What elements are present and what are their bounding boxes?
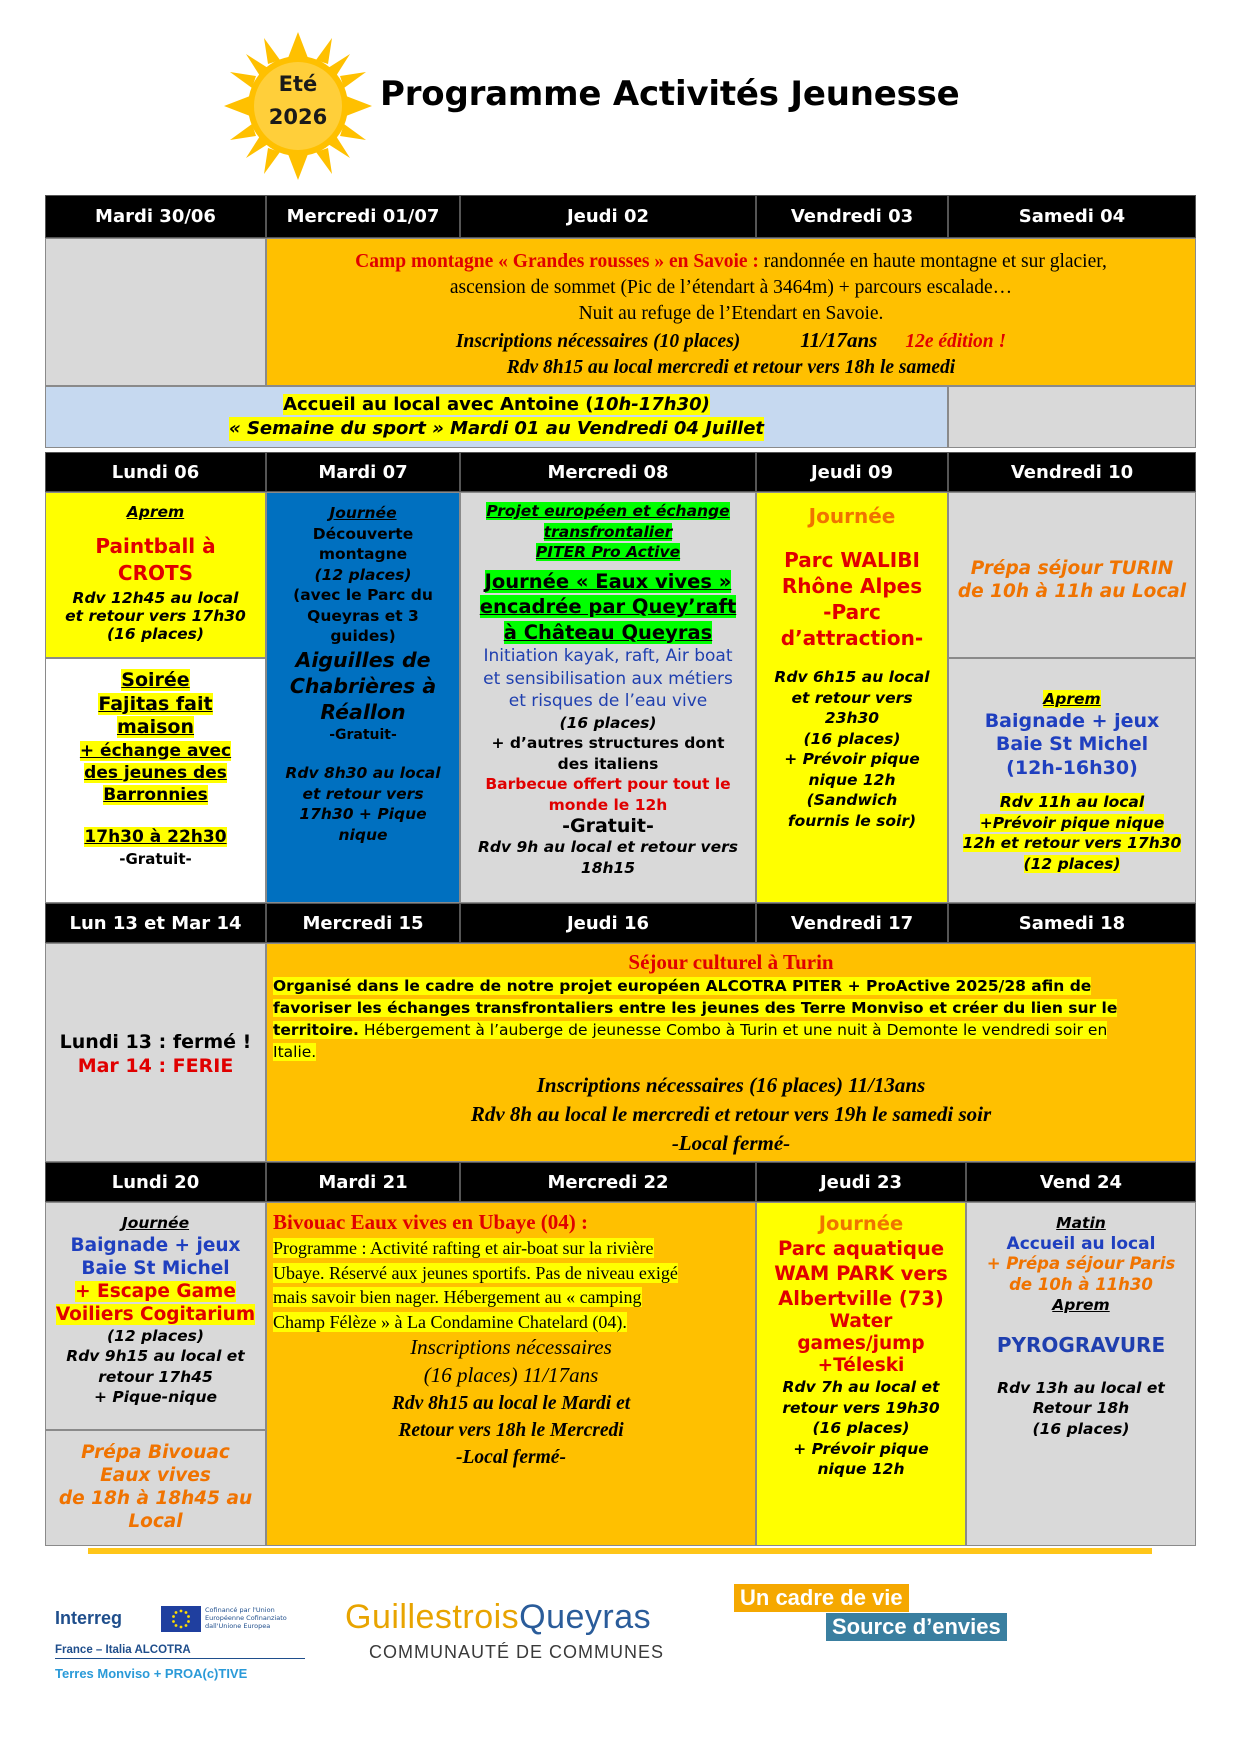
slogan-logo: Un cadre de vie Source d’envies xyxy=(734,1584,1044,1646)
wam-park-activity: Journée Parc aquatique WAM PARK vers Albertville (73) Water games/jump +Téleski Rdv 7h au local et retour vers 19h30 (16 places) + Prévoir pique nique 12h xyxy=(756,1202,966,1546)
day-header: Jeudi 09 xyxy=(756,452,948,492)
bivouac-ubaye-block: Bivouac Eaux vives en Ubaye (04) : Programme : Activité rafting et air-boat sur la rivière Ubaye. Réservé aux jeunes sportifs. Pas de niveau exigé mais savoir bien nager. Hébergement au « camping Champ Félèze » à La Condamine Chatelard (04). Inscriptions nécessaires (16 places) 11/17ans Rdv 8h15 au local le Mardi et Retour vers 18h le Mercredi -Local fermé- xyxy=(266,1202,756,1546)
season-badge: Eté 2026 xyxy=(268,72,328,129)
prepa-turin-activity: Prépa séjour TURIN de 10h à 11h au Local xyxy=(948,492,1196,658)
day-header: Lundi 20 xyxy=(45,1162,266,1202)
day-header: Mercredi 15 xyxy=(266,903,460,943)
eu-flag-icon xyxy=(161,1606,201,1632)
baignade-baie-activity: Aprem Baignade + jeux Baie St Michel (12h-16h30) Rdv 11h au local +Prévoir pique nique 12h et retour vers 17h30 (12 places) xyxy=(948,658,1196,903)
day-header: Mardi 21 xyxy=(266,1162,460,1202)
day-header: Mercredi 01/07 xyxy=(266,195,460,238)
day-header: Lun 13 et Mar 14 xyxy=(45,903,266,943)
day-header: Vendredi 03 xyxy=(756,195,948,238)
paintball-activity: Aprem Paintball à CROTS Rdv 12h45 au local et retour vers 17h30 (16 places) xyxy=(45,492,266,658)
day-header: Vendredi 17 xyxy=(756,903,948,943)
day-header: Samedi 04 xyxy=(948,195,1196,238)
day-header: Jeudi 23 xyxy=(756,1162,966,1202)
empty-cell xyxy=(948,386,1196,448)
aiguilles-chabrieres-activity: Journée Découverte montagne (12 places) (avec le Parc du Queyras et 3 guides) Aiguilles de Chabrières à Réallon -Gratuit- Rdv 8h30 au local et retour vers 17h30 + Pique nique xyxy=(266,492,460,903)
eu-stars-icon xyxy=(161,1606,201,1632)
interreg-logo: Interreg Cofinancé par l'Union Européenne Cofinanziato dall'Unione Europea France – Italia ALCOTRA Terres Monviso + PROA(c)TIVE xyxy=(55,1606,315,1701)
day-header: Samedi 18 xyxy=(948,903,1196,943)
prepa-bivouac-activity: Prépa Bivouac Eaux vives de 18h à 18h45 au Local xyxy=(45,1430,266,1546)
day-header: Jeudi 02 xyxy=(460,195,756,238)
guillestrois-queyras-logo: GuillestroisQueyras COMMUNAUTÉ DE COMMUNES xyxy=(345,1598,664,1662)
sejour-turin-block: Séjour culturel à Turin Organisé dans le cadre de notre projet européen ALCOTRA PITER + ProActive 2025/28 afin de favoriser les échanges transfrontaliers entre les jeunes des Terre Monviso et créer du lien sur le territoire. Hébergement à l’auberge de jeunesse Combo à Turin et une nuit à Demonte le vendredi soir en Italie. Inscriptions nécessaires (16 places) 11/13ans Rdv 8h au local le mercredi et retour vers 19h le samedi soir -Local fermé- xyxy=(266,943,1196,1162)
pyrogravure-activity: Matin Accueil au local + Prépa séjour Paris de 10h à 11h30 Aprem PYROGRAVURE Rdv 13h au local et Retour 18h (16 places) xyxy=(966,1202,1196,1546)
day-header: Mercredi 22 xyxy=(460,1162,756,1202)
day-header: Mardi 07 xyxy=(266,452,460,492)
day-header: Mardi 30/06 xyxy=(45,195,266,238)
day-header: Vend 24 xyxy=(966,1162,1196,1202)
closed-days: Lundi 13 : fermé ! Mar 14 : FERIE xyxy=(45,943,266,1162)
decorative-bar xyxy=(88,1548,1152,1554)
baignade-escape-activity: Journée Baignade + jeux Baie St Michel + Escape Game Voiliers Cogitarium (12 places) Rdv 9h15 au local et retour 17h45 + Pique-nique xyxy=(45,1202,266,1430)
day-header: Mercredi 08 xyxy=(460,452,756,492)
page-title: Programme Activités Jeunesse xyxy=(380,74,960,114)
camp-montagne-block: Camp montagne « Grandes rousses » en Savoie : randonnée en haute montagne et sur glacier, ascension de sommet (Pic de l’étendart à 3464m) + parcours escalade… Nuit au refuge de l’Etendart en Savoie. Inscriptions nécessaires (10 places) 11/17ans 12e édition ! Rdv 8h15 au local mercredi et retour vers 18h le samedi xyxy=(266,238,1196,386)
accueil-block: Accueil au local avec Antoine (10h-17h30) « Semaine du sport » Mardi 01 au Vendredi 04 Juillet xyxy=(45,386,948,448)
day-header: Vendredi 10 xyxy=(948,452,1196,492)
empty-cell xyxy=(45,238,266,386)
day-header: Jeudi 16 xyxy=(460,903,756,943)
eaux-vives-activity: Projet européen et échange transfrontalier PITER Pro Active Journée « Eaux vives » encadrée par Quey’raft à Château Queyras Initiation kayak, raft, Air boat et sensibilisation aux métiers et risques de l’eau vive (16 places) + d’autres structures dont des italiens Barbecue offert pour tout le monde le 12h -Gratuit- Rdv 9h au local et retour vers 18h15 xyxy=(460,492,756,903)
soiree-fajitas-activity: Soirée Fajitas fait maison + échange avec des jeunes des Barronnies 17h30 à 22h30 -Gratuit- xyxy=(45,658,266,903)
walibi-activity: Journée Parc WALIBI Rhône Alpes -Parc d’attraction- Rdv 6h15 au local et retour vers 23h30 (16 places) + Prévoir pique nique 12h (Sandwich fournis le soir) xyxy=(756,492,948,903)
day-header: Lundi 06 xyxy=(45,452,266,492)
